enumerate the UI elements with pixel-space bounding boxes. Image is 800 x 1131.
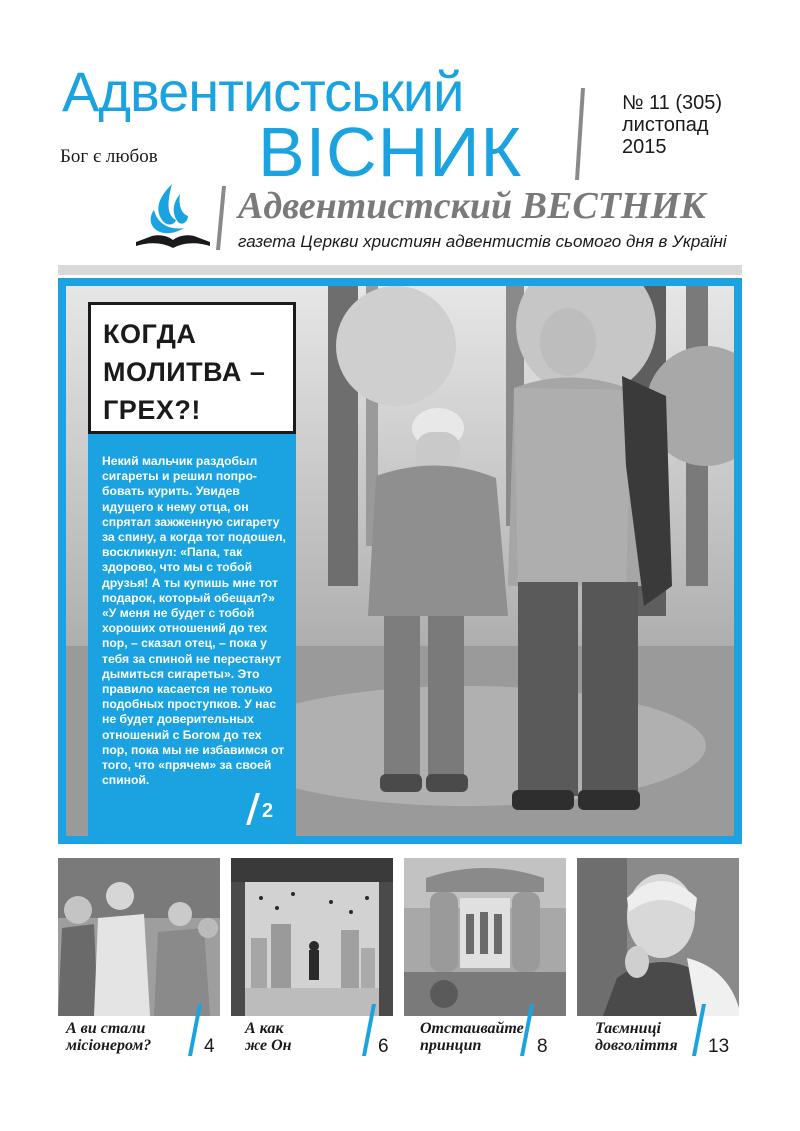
masthead-subtitle: газета Церкви християн адвентистів сьомого дня в Україні bbox=[238, 232, 727, 251]
issue-number: № 11 (305) bbox=[622, 92, 723, 114]
adventist-logo-icon bbox=[132, 180, 214, 254]
feature-text-column bbox=[88, 434, 296, 838]
thumb-page-4: 13 bbox=[708, 1036, 730, 1057]
page-ref-slash-icon bbox=[692, 1004, 706, 1056]
russian-title: Адвентистский ВЕСТНИК bbox=[238, 185, 706, 227]
page-ref-slash-icon bbox=[188, 1004, 202, 1056]
page-ref-slash-icon bbox=[520, 1004, 534, 1056]
thumb-photo-elderly-woman bbox=[577, 858, 739, 1016]
thumb-caption-1[interactable]: А ви стали місіонером? bbox=[66, 1020, 152, 1054]
thumb-photo-missionary bbox=[58, 858, 220, 1016]
masthead-title-line2: ВІСНИК bbox=[258, 113, 523, 191]
feature-headline: КОГДА МОЛИТВА – ГРЕХ?! bbox=[103, 319, 266, 425]
thumb-photo-stone-altar bbox=[404, 858, 566, 1016]
issue-month: листопад bbox=[622, 114, 709, 136]
feature-body: Некий мальчик раздобыл сигареты и решил попробовать курить. Увидев идущего к нему отца, он спрятал зажженную сигарету за спину, а когда тот подошел, воскликнул: «Папа, так здорово, что мы с тобой друзья! А ты купишь мне тот подарок, который обещал?» «У меня не будет с тобой хороших отношений до тех пор, – сказал отец, – пока у тебя за спиной не перестанут дымиться сигареты». Это правило касается не только подобных проступков. У нас не будет доверительных отношений с Богом до тех пор, пока мы не избавимся от того, что «прячем» за своей спиной. bbox=[102, 454, 286, 788]
thumb-page-1: 4 bbox=[204, 1036, 215, 1057]
thumb-caption-3[interactable]: Отстаивайте принцип bbox=[420, 1020, 524, 1054]
issue-year: 2015 bbox=[622, 136, 667, 158]
motto: Бог є любов bbox=[60, 146, 158, 167]
thumb-page-3: 8 bbox=[537, 1036, 548, 1057]
feature-headline-box bbox=[88, 302, 296, 434]
thumb-caption-2[interactable]: А как же Он bbox=[245, 1020, 292, 1054]
divider-slash-icon bbox=[216, 186, 226, 250]
page-ref-slash-icon bbox=[246, 793, 260, 825]
page-ref-slash-icon bbox=[362, 1004, 376, 1056]
thumb-page-2: 6 bbox=[378, 1036, 389, 1057]
thumb-caption-4[interactable]: Таємниці довголіття bbox=[595, 1020, 678, 1054]
masthead-rule bbox=[58, 265, 742, 275]
feature-page-number: 2 bbox=[262, 800, 274, 822]
thumb-photo-city bbox=[231, 858, 393, 1016]
divider-slash-icon bbox=[575, 88, 585, 180]
masthead-title-line1: Адвентистський bbox=[62, 60, 464, 123]
issue-info bbox=[622, 92, 722, 158]
